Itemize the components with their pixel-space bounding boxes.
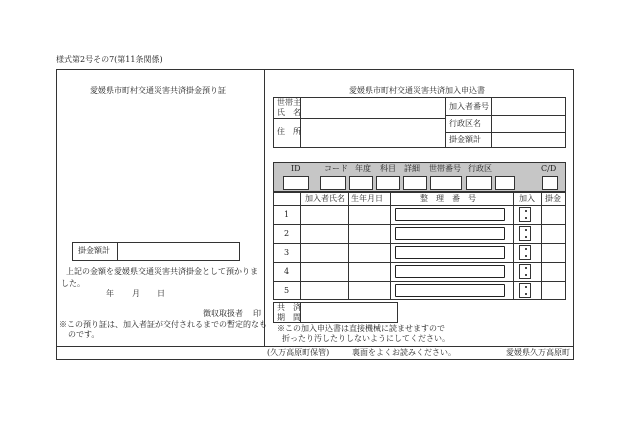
- number-box-4[interactable]: [395, 265, 505, 278]
- code-cell-detail[interactable]: [403, 176, 427, 190]
- code-district: 行政区: [468, 164, 492, 173]
- join-checkbox-5[interactable]: [519, 283, 531, 298]
- back-note: 裏面をよくお読みください。: [352, 348, 456, 357]
- code-cell-extra[interactable]: [495, 176, 515, 190]
- receipt-keeper: (久万高原町保管): [267, 348, 330, 357]
- member-col-birth: 生年月日: [351, 194, 383, 203]
- receipt-note-line1: ※この預り証は、加入者証が交付されるまでの暫定的なも: [59, 320, 267, 329]
- receipt-amount-label: 掛金額計: [78, 246, 110, 255]
- receipt-date-day: 日: [157, 289, 165, 298]
- member-col-number: 整 理 番 号: [420, 194, 476, 203]
- row-number-3: 3: [284, 248, 290, 257]
- householder-table: [273, 97, 566, 148]
- householder-label-1: 世帯主: [277, 98, 301, 107]
- join-checkbox-3[interactable]: [519, 245, 531, 260]
- code-year: 年度: [355, 164, 371, 173]
- amount-total-label: 掛金額計: [449, 135, 481, 144]
- row-number-5: 5: [284, 286, 290, 295]
- receipt-date-month: 月: [132, 289, 140, 298]
- join-checkbox-1[interactable]: [519, 207, 531, 222]
- code-cell-id[interactable]: [283, 176, 309, 190]
- number-box-2[interactable]: [395, 227, 505, 240]
- code-subject: 科目: [380, 164, 396, 173]
- receipt-date-year: 年: [106, 289, 114, 298]
- receipt-seal: 印: [253, 309, 261, 318]
- receipt-body-line1: 上記の金額を愛媛県交通災害共済掛金として預かりま: [66, 267, 258, 276]
- code-cd: C/D: [541, 164, 557, 173]
- member-col-join: 加入: [519, 194, 535, 203]
- receipt-note-line2: のです。: [68, 330, 100, 339]
- receipt-title: 愛媛県市町村交通災害共済掛金預り証: [90, 86, 226, 95]
- form-number: 様式第2号その7(第11条関係): [56, 55, 163, 64]
- footer-divider: [56, 346, 574, 347]
- code-cell-district[interactable]: [466, 176, 492, 190]
- application-note-line1: ※この加入申込書は直接機械に読ませますので: [277, 324, 445, 333]
- number-box-1[interactable]: [395, 208, 505, 221]
- code-detail: 詳細: [404, 164, 420, 173]
- householder-label-2: 氏 名: [277, 108, 301, 117]
- join-checkbox-2[interactable]: [519, 226, 531, 241]
- code-cell-cd[interactable]: [542, 176, 558, 190]
- member-no-label: 加入者番号: [449, 102, 489, 111]
- number-box-3[interactable]: [395, 246, 505, 259]
- code-cell-year[interactable]: [349, 176, 373, 190]
- period-label-1: 共 済: [277, 303, 301, 312]
- code-cell-subject[interactable]: [376, 176, 400, 190]
- member-col-name: 加入者氏名: [305, 194, 345, 203]
- receipt-body-line2: した。: [61, 279, 85, 288]
- code-household-no: 世帯番号: [429, 164, 461, 173]
- number-box-5[interactable]: [395, 284, 505, 297]
- code-code: コード: [324, 164, 348, 173]
- row-number-1: 1: [284, 210, 290, 219]
- application-note-line2: 折ったり汚したりしないようにしてください。: [282, 334, 450, 343]
- join-checkbox-4[interactable]: [519, 264, 531, 279]
- address-label: 住 所: [277, 127, 301, 136]
- row-number-4: 4: [284, 267, 290, 276]
- district-label: 行政区名: [449, 119, 481, 128]
- code-id: ID: [291, 164, 301, 173]
- form-divider: [264, 69, 265, 346]
- application-title: 愛媛県市町村交通災害共済加入申込書: [349, 86, 485, 95]
- issuer: 愛媛県久万高原町: [506, 348, 570, 357]
- period-label-2: 期 間: [277, 313, 301, 322]
- code-cell-household-no[interactable]: [430, 176, 462, 190]
- member-col-fee: 掛金: [545, 194, 561, 203]
- receipt-collector: 徴収取扱者: [203, 309, 243, 318]
- row-number-2: 2: [284, 229, 290, 238]
- code-cell-code[interactable]: [320, 176, 346, 190]
